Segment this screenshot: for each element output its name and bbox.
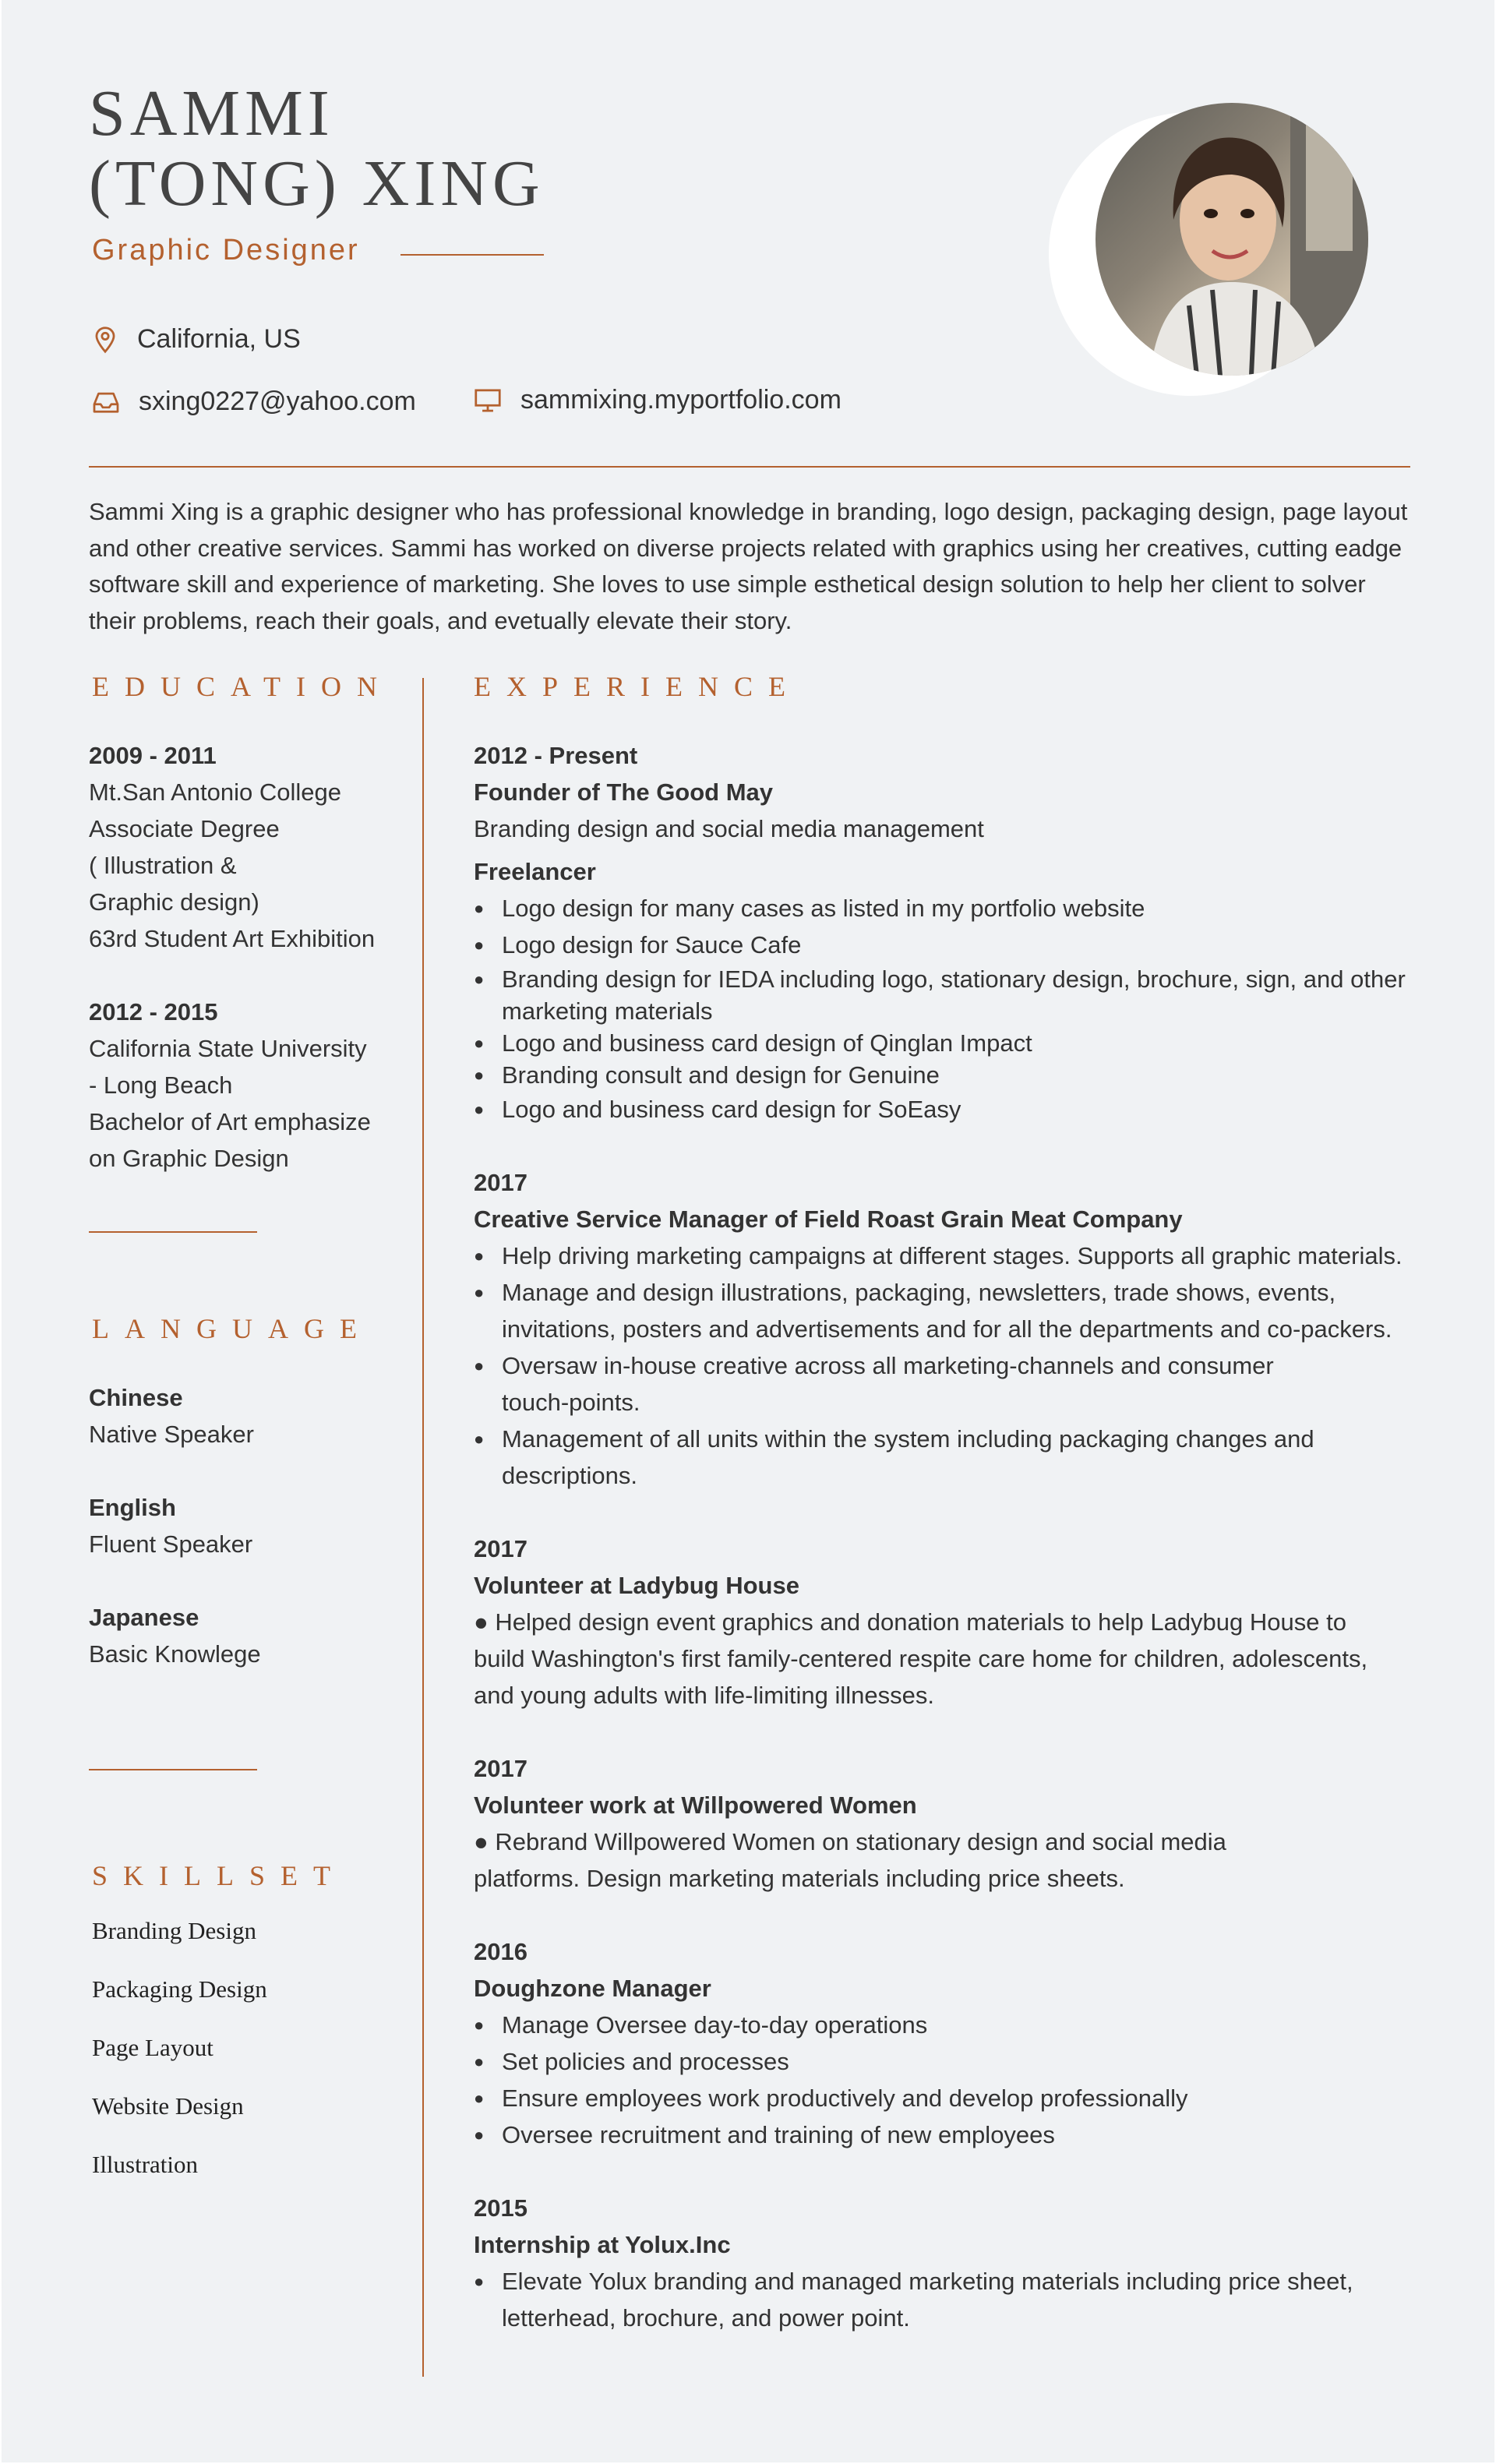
bullet-item: ● Management of all units within the system including packaging changes and descriptions. bbox=[474, 1421, 1417, 1494]
bullet-item: ● Logo and business card design for SoEasy bbox=[474, 1091, 1417, 1128]
experience-bullets bbox=[474, 1237, 1417, 1494]
portrait-illustration bbox=[1096, 103, 1368, 376]
profile-photo bbox=[1096, 103, 1368, 376]
header-divider bbox=[89, 466, 1410, 468]
bullet-item: ● Oversaw in-house creative across all marketing-channels and consumer touch-points. bbox=[474, 1347, 1417, 1421]
skill-item: Page Layout bbox=[92, 2034, 213, 2061]
profile-summary: Sammi Xing is a graphic designer who has professional knowledge in branding, logo design, packaging design, page layout and other creative services. Sammi has worked on diverse projects related with graphics using her creatives, cutting eadge software skill and experience of marketing. She loves to use simple esthetical design solution to help her client to solver their problems, reach their goals, and evetually elevate their story. bbox=[89, 498, 1408, 634]
experience-title: Volunteer work at Willpowered Women bbox=[474, 1792, 917, 1819]
education-line: California State University bbox=[89, 1035, 367, 1062]
experience-entry bbox=[474, 1530, 1417, 1714]
language-level: Basic Knowlege bbox=[89, 1640, 261, 1668]
experience-entry bbox=[474, 2190, 1417, 2336]
experience-years: 2012 - Present bbox=[474, 742, 638, 769]
education-end-rule bbox=[89, 1231, 257, 1233]
role-divider bbox=[400, 254, 544, 256]
education-line: Graphic design) bbox=[89, 888, 259, 916]
bullet-item: ● Logo design for Sauce Cafe bbox=[474, 927, 1417, 963]
experience-entry bbox=[474, 737, 1417, 1128]
experience-title: Doughzone Manager bbox=[474, 1975, 711, 2002]
experience-title: Internship at Yolux.Inc bbox=[474, 2231, 731, 2258]
education-line: - Long Beach bbox=[89, 1071, 233, 1099]
experience-years: 2016 bbox=[474, 1938, 527, 1965]
experience-paragraph: ● Helped design event graphics and donation materials to help Ladybug House to build Washington's first family-centered respite care home for children, adolescents, and young adults with life-limiting illnesses. bbox=[474, 1608, 1368, 1709]
email-contact[interactable] bbox=[92, 387, 416, 417]
education-years: 2012 - 2015 bbox=[89, 998, 218, 1025]
experience-paragraph: ● Rebrand Willpowered Women on stationary design and social media platforms. Design marketing materials including price sheets. bbox=[474, 1828, 1226, 1892]
language-name: English bbox=[89, 1494, 176, 1521]
location-text: California, US bbox=[137, 324, 301, 354]
name-line-2: (TONG) XING bbox=[89, 147, 545, 220]
experience-subtitle: Freelancer bbox=[474, 858, 596, 885]
bullet-item: ● Branding consult and design for Genuine bbox=[474, 1059, 1417, 1091]
education-entry bbox=[89, 994, 408, 1177]
bullet-item: ● Logo and business card design of Qinglan Impact bbox=[474, 1027, 1417, 1059]
skill-item: Branding Design bbox=[92, 1917, 256, 1944]
experience-description: Branding design and social media management bbox=[474, 815, 984, 842]
skillset-list bbox=[92, 1919, 404, 2211]
resume-page bbox=[2, 0, 1494, 2462]
experience-entry bbox=[474, 1750, 1417, 1897]
location-contact bbox=[92, 324, 301, 355]
bullet-item: ● Ensure employees work productively and develop professionally bbox=[474, 2080, 1417, 2116]
language-level: Native Speaker bbox=[89, 1421, 254, 1448]
experience-years: 2015 bbox=[474, 2194, 527, 2222]
bullet-item: ● Branding design for IEDA including logo, stationary design, brochure, sign, and other marketing materials bbox=[474, 963, 1417, 1027]
education-line: on Graphic Design bbox=[89, 1145, 289, 1172]
email-text[interactable]: sxing0227@yahoo.com bbox=[139, 387, 416, 416]
language-name: Chinese bbox=[89, 1384, 183, 1411]
experience-bullets bbox=[474, 2263, 1417, 2336]
language-entry bbox=[89, 1599, 408, 1672]
language-entry bbox=[89, 1489, 408, 1562]
language-heading: LANGUAGE bbox=[92, 1313, 372, 1344]
monitor-icon bbox=[474, 388, 502, 413]
skill-item: Packaging Design bbox=[92, 1975, 267, 2003]
education-heading: EDUCATION bbox=[92, 671, 393, 702]
experience-title: Founder of The Good May bbox=[474, 778, 774, 806]
website-contact[interactable] bbox=[474, 385, 842, 415]
experience-years: 2017 bbox=[474, 1755, 527, 1782]
experience-title: Volunteer at Ladybug House bbox=[474, 1572, 799, 1599]
education-line: Mt.San Antonio College bbox=[89, 778, 341, 806]
experience-years: 2017 bbox=[474, 1535, 527, 1562]
bullet-item: ● Manage and design illustrations, packaging, newsletters, trade shows, events, invitations, posters and advertisements and for all the departments and co-packers. bbox=[474, 1274, 1417, 1347]
bullet-item: ● Manage Oversee day-to-day operations bbox=[474, 2007, 1417, 2043]
education-entry bbox=[89, 737, 408, 957]
education-line: Associate Degree bbox=[89, 815, 280, 842]
experience-entry bbox=[474, 1933, 1417, 2153]
bullet-item: ● Set policies and processes bbox=[474, 2043, 1417, 2080]
language-level: Fluent Speaker bbox=[89, 1530, 253, 1558]
education-line: Bachelor of Art emphasize bbox=[89, 1108, 371, 1135]
experience-bullets bbox=[474, 2007, 1417, 2153]
website-text[interactable]: sammixing.myportfolio.com bbox=[520, 385, 842, 415]
skill-item: Illustration bbox=[92, 2151, 199, 2178]
name-line-1: SAMMI bbox=[89, 77, 334, 150]
experience-bullets bbox=[474, 890, 1417, 1128]
experience-heading: EXPERIENCE bbox=[474, 671, 801, 702]
education-line: 63rd Student Art Exhibition bbox=[89, 925, 376, 952]
bullet-item: ● Help driving marketing campaigns at different stages. Supports all graphic materials. bbox=[474, 1237, 1417, 1274]
language-end-rule bbox=[89, 1769, 257, 1770]
experience-title: Creative Service Manager of Field Roast Grain Meat Company bbox=[474, 1206, 1183, 1233]
skillset-heading: SKILLSET bbox=[92, 1860, 346, 1891]
language-name: Japanese bbox=[89, 1604, 199, 1631]
education-years: 2009 - 2011 bbox=[89, 742, 217, 769]
job-role: Graphic Designer bbox=[92, 234, 360, 267]
column-divider bbox=[422, 678, 424, 2377]
bullet-item: ● Logo design for many cases as listed in my portfolio website bbox=[474, 890, 1417, 927]
language-entry bbox=[89, 1379, 408, 1453]
experience-entry bbox=[474, 1164, 1417, 1494]
bullet-item: ● Oversee recruitment and training of new employees bbox=[474, 2116, 1417, 2153]
location-pin-icon bbox=[92, 326, 118, 354]
experience-years: 2017 bbox=[474, 1169, 527, 1196]
education-line: ( Illustration & bbox=[89, 852, 237, 879]
bullet-item: ● Elevate Yolux branding and managed marketing materials including price sheet, letterhead, brochure, and power point. bbox=[474, 2263, 1417, 2336]
experience-list bbox=[474, 737, 1417, 2373]
inbox-icon bbox=[92, 390, 120, 414]
skill-item: Website Design bbox=[92, 2092, 244, 2120]
